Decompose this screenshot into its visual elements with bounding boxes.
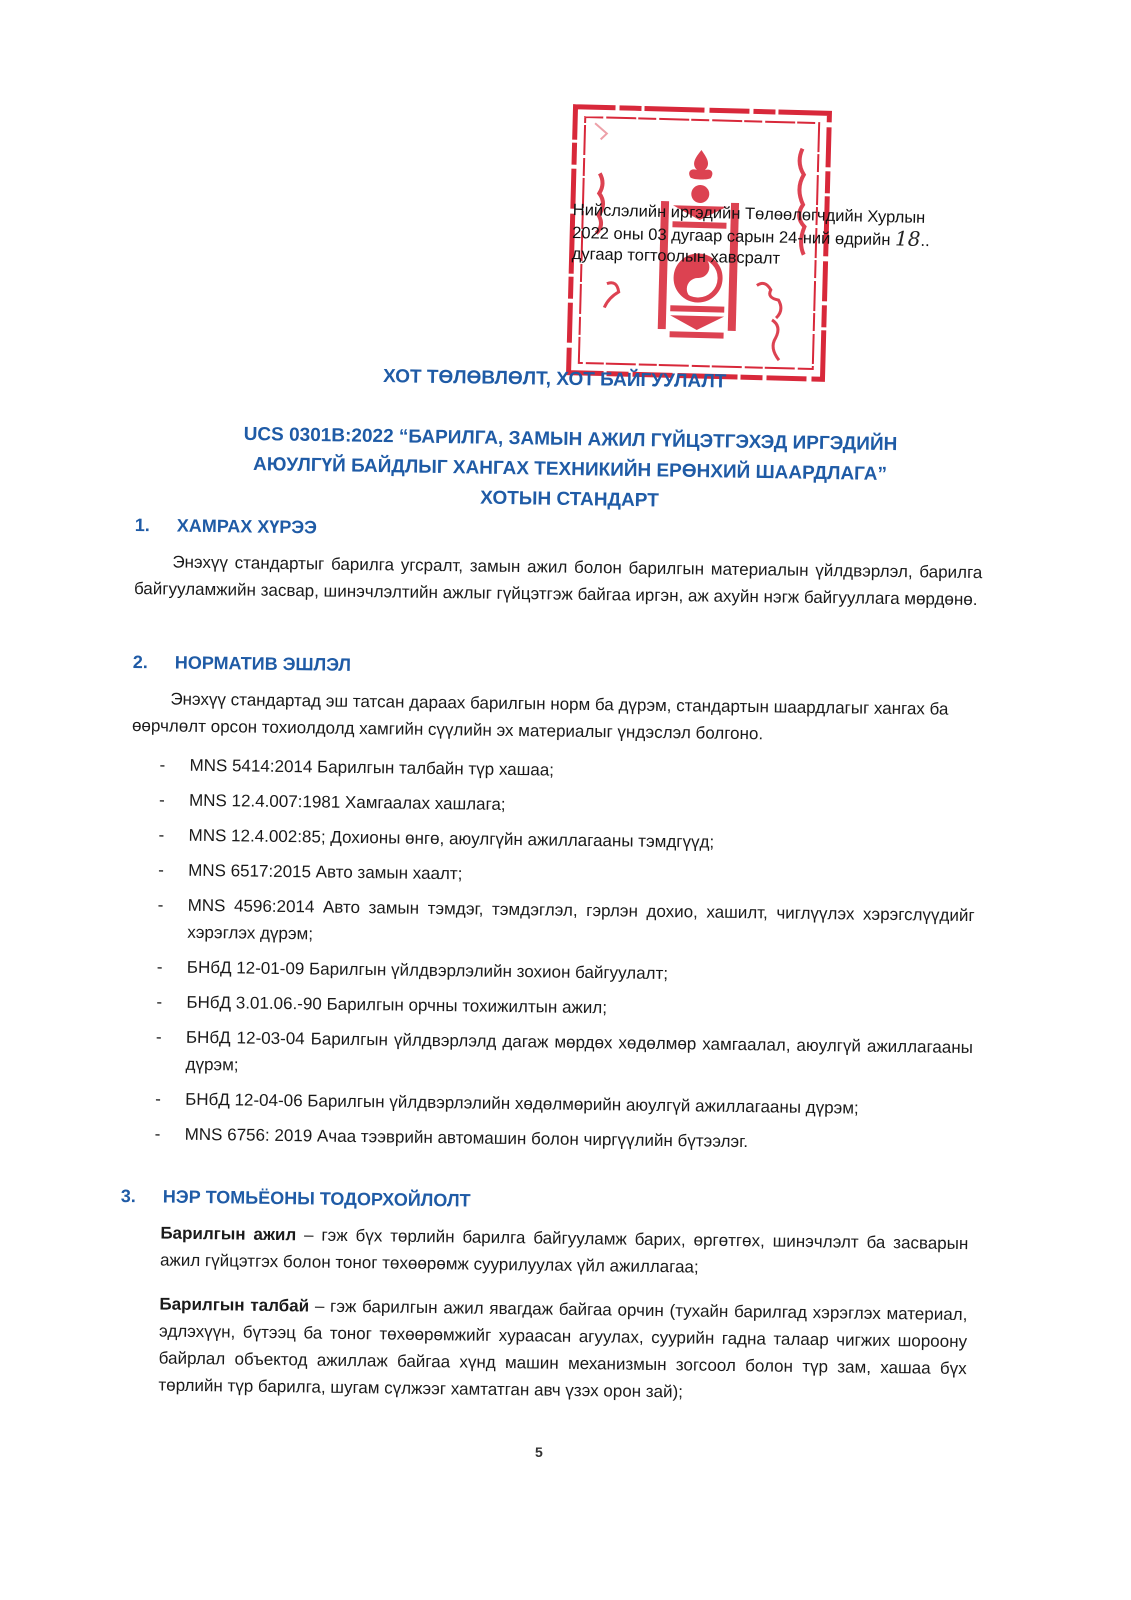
list-item: - MNS 5414:2014 Барилгын талбайн түр хашаа;: [159, 755, 555, 780]
annex-line-2: 2022 оны 03 дугаар сарын 24-ний өдрийн 18..: [572, 223, 930, 251]
category-title: ХОТ ТӨЛӨВЛӨЛТ, ХОТ БАЙГУУЛАЛТ: [382, 366, 727, 393]
definitions: [158, 1220, 968, 1410]
list-item: - БНбД 12-01-09 Барилгын үйлдвэрлэлийн зохион байгуулалт;: [156, 957, 669, 984]
annex-line-1: Нийслэлийн иргэдийн Төлөөлөгчдийн Хурлын: [572, 200, 926, 227]
definition-text: – гэж барилгын ажил явагдаж байгаа орчин (тухайн барилгад хэрэглэх материал, эдлэхүүн, бүтээц ба тоног төхөөрөмжийг хураасан агуулах, суурийн гадна талаар чигжих шороону байрлал объектод ажиллаж байгаа хүнд машин механизмын зогсоол болон түр зам, хашаа бүх төрлийн түр барилга, шугам сүлжээг хамтатган авч үзэх орон зай);: [158, 1296, 968, 1402]
section-heading: [133, 652, 978, 684]
section-number: 3.: [120, 1186, 137, 1207]
list-item: - БНбД 3.01.06.-90 Барилгын орчны тохижилтын ажил;: [156, 992, 608, 1018]
section-heading: [135, 515, 983, 547]
list-item: - MNS 12.4.007:1981 Хамгаалах хашлага;: [158, 790, 506, 814]
handwritten-number: 18: [894, 226, 921, 251]
list-item: - MNS 4596:2014 Авто замын тэмдэг, тэмдэглэл, гэрлэн дохио, хашилт, чиглүүлэх хэрэгслүүдийг хэрэглэх дүрэм;: [157, 895, 975, 944]
list-item: - БНбД 12-04-06 Барилгын үйлдвэрлэлийн хөдөлмөрийн аюулгүй ажиллагааны дүрэм;: [155, 1089, 859, 1118]
section-paragraph: Энэхүү стандартыг барилга угсралт, замын ажил болон барилгын материалын үйлдвэрлэл, барилга байгууламжийн засвар, шинэчлэлтийн ажлыг гүйцэтгэж байгаа иргэн, аж ахуйн нэгж байгууллага мөрдөнө.: [133, 552, 983, 610]
definition-text: – гэж бүх төрлийн барилга байгууламж барих, өргөтгөх, шинэчлэлт ба засварын ажил гүйцэтгэх болон тоног төхөөрөмж суурилуулах үйл ажиллагаа;: [159, 1225, 969, 1277]
standard-title-line-3: ХОТЫН СТАНДАРТ: [480, 487, 659, 512]
section-terms-definitions: [118, 1186, 969, 1415]
section-title: ХАМРАХ ХҮРЭЭ: [176, 515, 318, 538]
annex-note: [572, 200, 993, 275]
section-paragraph: Энэхүү стандартад эш татсан дараах барилгын норм ба дүрэм, стандартын шаардлагыг хангах ба өөрчлөлт орсон тохиолдолд хамгийн сүүлийн эх материалыг үндэслэл болгоно.: [131, 689, 949, 744]
list-item: - MNS 6517:2015 Авто замын хаалт;: [158, 860, 463, 884]
definition: [158, 1291, 967, 1410]
annex-line-3: дугаар тогтоолын хавсралт: [571, 244, 781, 268]
standard-title-line-2: АЮУЛГҮЙ БАЙДЛЫГ ХАНГАХ ТЕХНИКИЙН ЕРӨНХИЙ ШААРДЛАГА”: [252, 454, 888, 485]
section-number: 1.: [134, 515, 151, 536]
page-number: 5: [535, 1444, 543, 1460]
definition-term: Барилгын ажил: [160, 1223, 297, 1245]
normative-list: [155, 751, 977, 1158]
section-title: НЭР ТОМЬЁОНЫ ТОДОРХОЙЛОЛТ: [162, 1186, 471, 1211]
standard-title: [189, 419, 950, 521]
definition-term: Барилгын талбай: [159, 1294, 310, 1316]
list-item: - MNS 6756: 2019 Ачаа тээврийн автомашин болон чиргүүлийн бүтээлэг.: [154, 1124, 749, 1152]
section-heading: [121, 1186, 969, 1218]
section-title: НОРМАТИВ ЭШЛЭЛ: [174, 652, 352, 675]
definition: [160, 1220, 969, 1285]
list-item: - БНбД 12-03-04 Барилгын үйлдвэрлэлд дагаж мөрдөх хөдөлмөр хамгаалал, аюулгүй ажиллагааны дүрэм;: [155, 1027, 974, 1075]
standard-title-line-1: UCS 0301B:2022 “БАРИЛГА, ЗАМЫН АЖИЛ ГҮЙЦЭТГЭХЭД ИРГЭДИЙН: [243, 423, 898, 456]
section-normative-references: [126, 652, 978, 1166]
section-scope: [134, 515, 983, 613]
list-item: - MNS 12.4.002:85; Дохионы өнгө, аюулгүйн ажиллагааны тэмдгүүд;: [158, 825, 715, 852]
section-number: 2.: [132, 652, 149, 673]
